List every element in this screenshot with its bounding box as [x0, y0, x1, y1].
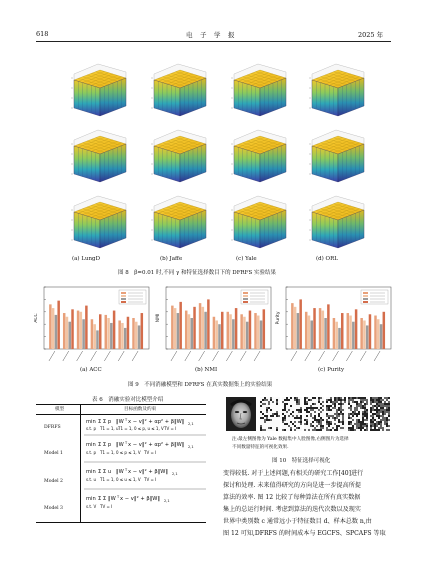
- svg-text:s.t. p: s.t. p: [86, 426, 97, 431]
- bar: [99, 314, 101, 349]
- fig8-subcaption-b: (b) Jaffe: [160, 256, 183, 262]
- bar: [324, 318, 326, 349]
- svg-text:‖² + αp² + β‖W‖: ‖² + αp² + β‖W‖: [142, 442, 185, 448]
- svg-text:‖W: ‖W: [116, 419, 124, 425]
- bar: [313, 308, 315, 349]
- bar: [297, 313, 299, 349]
- bar: [347, 313, 349, 349]
- table6-bottom-rule: [36, 522, 206, 523]
- svg-text:T: T: [125, 418, 128, 422]
- table6-row-model1: Model 1: [44, 451, 63, 456]
- figure10-note-line1: 注:最左侧图像为 Yale 数据集中人脸图像,右侧图片为选择: [232, 437, 349, 442]
- table6-header-objective: 目标函数及约束: [124, 407, 157, 412]
- table6-row-model2: Model 2: [44, 479, 63, 484]
- svg-text:2,1: 2,1: [188, 422, 194, 426]
- svg-text:T: T: [117, 495, 120, 499]
- surface-plot: [309, 64, 364, 116]
- bar: [121, 323, 123, 349]
- bar: [235, 308, 237, 349]
- table6-top-rule: [36, 404, 206, 405]
- bar: [349, 316, 351, 349]
- bar: [308, 316, 310, 349]
- svg-text:T1 = 1, 0 ≤ p ≤ 1, V: T1 = 1, 0 ≤ p ≤ 1, V: [100, 450, 141, 455]
- feature-map: [304, 397, 324, 431]
- svg-text:Σ Σ: Σ Σ: [98, 496, 107, 502]
- svg-text:Σ Σ u: Σ Σ u: [98, 469, 112, 475]
- figure9-bar-charts: [34, 283, 394, 367]
- feature-map: [370, 397, 390, 431]
- bar: [110, 323, 112, 349]
- surface-plot: [231, 196, 286, 248]
- bar: [257, 316, 259, 349]
- page-number: 618: [36, 30, 49, 38]
- bar: [221, 312, 223, 349]
- bar: [107, 318, 109, 349]
- bar-chart-panel: [275, 287, 391, 361]
- surface-plot: [71, 130, 126, 182]
- bar: [305, 312, 307, 349]
- svg-text:x − v: x − v: [128, 442, 142, 448]
- bar: [218, 324, 220, 349]
- svg-text:‖² + αp² + β‖W‖: ‖² + αp² + β‖W‖: [142, 419, 185, 425]
- table6-formulas: [84, 415, 206, 523]
- svg-text:x − v: x − v: [120, 496, 134, 502]
- bar: [227, 312, 229, 349]
- svg-text:min: min: [86, 469, 96, 475]
- bar: [374, 316, 376, 349]
- bar: [335, 322, 337, 349]
- bar: [127, 317, 129, 349]
- table6-row-dfrfs: DFRFS: [44, 425, 61, 430]
- surface-plot: [151, 196, 206, 248]
- svg-text:‖W: ‖W: [108, 496, 116, 502]
- feature-map: [282, 397, 302, 431]
- svg-text:Σ Σ p: Σ Σ p: [98, 442, 112, 448]
- bar: [380, 324, 382, 349]
- svg-text:s.t. p: s.t. p: [86, 450, 97, 455]
- svg-text:TV = I: TV = I: [164, 426, 177, 431]
- fig8-subcaption-d: (d) ORL: [316, 256, 338, 262]
- bar: [141, 313, 143, 349]
- bar: [63, 313, 65, 349]
- svg-text:T: T: [125, 468, 128, 472]
- body-line-5: 世界中类别数 c 通常远小于特征数目 d、样本总数 n,由: [223, 518, 372, 525]
- bar: [171, 306, 173, 349]
- table6-row-model3: Model 3: [44, 506, 63, 511]
- fig9-subcaption-c: (c) Purity: [318, 367, 345, 373]
- body-line-6: 图 12 可知,DFRFS 的时间成本与 EGCFS、SPCAFS 等取: [223, 530, 386, 537]
- fig8-subcaption-c: (c) Yale: [236, 256, 257, 262]
- feature-map: [348, 397, 368, 431]
- surface-plot: [231, 64, 286, 116]
- svg-text:T1 = 1, 0 ≤ u ≤ 1, V: T1 = 1, 0 ≤ u ≤ 1, V: [100, 477, 141, 482]
- svg-text:s.t. V: s.t. V: [86, 504, 97, 509]
- bar: [66, 317, 68, 349]
- bar: [243, 317, 245, 349]
- surface-plot: [151, 130, 206, 182]
- svg-text:‖W: ‖W: [116, 442, 124, 448]
- bar: [207, 299, 209, 349]
- bar: [263, 309, 265, 349]
- bar: [366, 325, 368, 349]
- bar: [363, 320, 365, 349]
- svg-text:2,1: 2,1: [188, 445, 194, 449]
- bar: [229, 314, 231, 349]
- bar: [202, 307, 204, 349]
- bar: [191, 318, 193, 349]
- bar: [188, 314, 190, 349]
- bar: [82, 319, 84, 349]
- bar: [319, 308, 321, 349]
- bar: [185, 311, 187, 349]
- svg-text:TV = I: TV = I: [144, 477, 157, 482]
- bar: [80, 312, 82, 349]
- figure8-caption: 图 8 β=0.01 时,不同 γ 和特征选择数目下的 DFRFS 实验结果: [118, 270, 277, 276]
- bar: [377, 319, 379, 349]
- bar: [240, 314, 242, 349]
- bar: [360, 318, 362, 349]
- surface-plot: [231, 130, 286, 182]
- header-rule: [36, 41, 391, 42]
- bar: [118, 320, 120, 349]
- bar: [57, 301, 59, 349]
- bar: [69, 322, 71, 349]
- bar: [254, 313, 256, 349]
- svg-text:x − v: x − v: [128, 469, 142, 475]
- y-axis-label: Purity: [276, 311, 281, 325]
- svg-text:T: T: [125, 441, 128, 445]
- bar: [341, 313, 343, 349]
- bar: [174, 308, 176, 349]
- bar: [132, 318, 134, 349]
- fig9-subcaption-b: (b) NMI: [195, 367, 218, 373]
- svg-text:T1 = 1, 0 ≤ p, u ≤ 1, V: T1 = 1, 0 ≤ p, u ≤ 1, V: [118, 426, 164, 431]
- bar: [204, 312, 206, 349]
- bar: [299, 299, 301, 349]
- bar: [105, 315, 107, 349]
- svg-text:2,1: 2,1: [164, 499, 170, 503]
- year: 2025 年: [358, 31, 384, 39]
- bar: [352, 322, 354, 349]
- bar: [96, 330, 98, 349]
- body-line-4: 集上的总运行时间. 考虑到算法的迭代次数以及现实: [223, 506, 361, 513]
- svg-text:TV = I: TV = I: [100, 504, 113, 509]
- bar: [85, 306, 87, 349]
- svg-text:x − v: x − v: [128, 419, 142, 425]
- svg-text:Σ Σ p: Σ Σ p: [98, 419, 112, 425]
- bar-chart-panel: [34, 287, 149, 361]
- bar-chart-panel: [155, 287, 271, 361]
- feature-map: [326, 397, 346, 431]
- bar: [91, 319, 93, 349]
- bar: [369, 314, 371, 349]
- bar: [260, 320, 262, 349]
- bar: [138, 325, 140, 349]
- figure8-surface-grid: [60, 60, 370, 260]
- figure10-feature-visualization: [226, 397, 392, 431]
- bar: [199, 303, 201, 349]
- y-axis-label: ACC: [34, 313, 39, 323]
- svg-text:‖² + β‖W‖: ‖² + β‖W‖: [134, 496, 160, 502]
- bar: [355, 309, 357, 349]
- svg-text:‖W: ‖W: [116, 469, 124, 475]
- bar: [249, 311, 251, 349]
- bar: [71, 309, 73, 349]
- svg-text:2,1: 2,1: [172, 472, 178, 476]
- bar: [333, 318, 335, 349]
- table6-title: 表 6 消融实验对比模型介绍: [92, 397, 164, 403]
- bar: [52, 308, 54, 349]
- bar: [213, 317, 215, 349]
- svg-text:T1 = 1, u: T1 = 1, u: [100, 426, 119, 431]
- fig9-subcaption-a: (a) ACC: [80, 367, 102, 373]
- bar: [294, 307, 296, 349]
- svg-text:min: min: [86, 442, 96, 448]
- bar: [215, 320, 217, 349]
- body-line-1: 变得较低. 对于上述问题,有相关的研究工作[40]进行: [223, 470, 364, 477]
- bar: [135, 322, 137, 349]
- body-line-3: 算法的效率. 图 12 比较了每种算法在所有真实数据: [223, 494, 361, 501]
- journal-name: 电 子 学 报: [186, 31, 235, 39]
- surface-plot: [151, 64, 206, 116]
- bar: [55, 315, 57, 349]
- bar: [232, 319, 234, 349]
- y-axis-label: NMI: [156, 313, 161, 323]
- surface-plot: [309, 196, 364, 248]
- surface-plot: [71, 64, 126, 116]
- bar: [338, 328, 340, 349]
- svg-text:‖² + β‖W‖: ‖² + β‖W‖: [142, 469, 168, 475]
- body-line-2: 探讨和处理. 未来值得研究的方向是进一步提高所提: [223, 482, 361, 489]
- bar: [113, 311, 115, 349]
- bar: [327, 304, 329, 349]
- bar: [311, 320, 313, 349]
- bar: [124, 328, 126, 349]
- bar: [177, 313, 179, 349]
- bar: [322, 311, 324, 349]
- figure10-note-line2: 不同数量特征的可视化效果.: [232, 445, 289, 450]
- fig8-subcaption-a: (a) LungD: [72, 256, 100, 262]
- bar: [93, 324, 95, 349]
- table6-column-rule: [80, 404, 81, 522]
- bar: [49, 304, 51, 349]
- bar: [77, 311, 79, 349]
- table6-header-model: 模型: [55, 407, 65, 412]
- figure10-caption: 图 10 特征选择可视化: [272, 458, 331, 464]
- svg-text:min: min: [86, 496, 96, 502]
- svg-text:TV = I: TV = I: [144, 450, 157, 455]
- bar: [246, 322, 248, 349]
- feature-map: [260, 397, 280, 431]
- svg-text:s.t. u: s.t. u: [86, 477, 97, 482]
- bar: [291, 303, 293, 349]
- figure9-caption: 图 9 不同消融模型和 DFRFS 在真实数据集上的实验结果: [128, 382, 273, 388]
- surface-plot: [71, 196, 126, 248]
- surface-plot: [309, 130, 364, 182]
- bar: [383, 312, 385, 349]
- bar: [179, 302, 181, 349]
- svg-text:min: min: [86, 419, 96, 425]
- bar: [193, 307, 195, 349]
